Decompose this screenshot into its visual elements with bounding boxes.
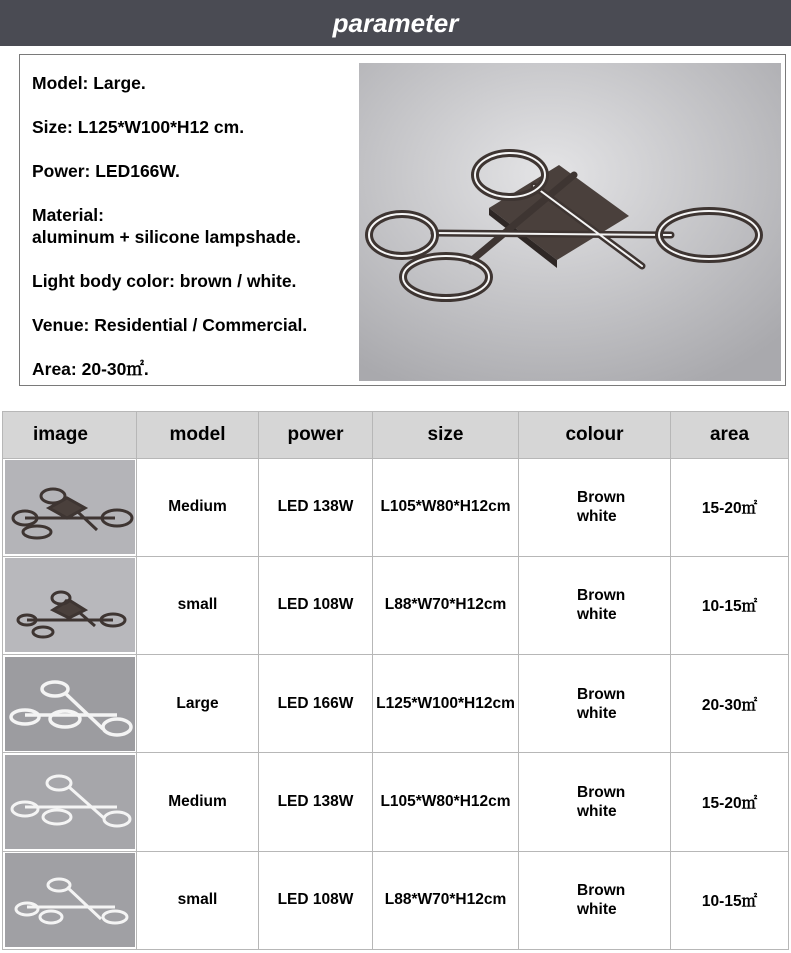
spec-size: Size: L125*W100*H12 cm. [32, 117, 245, 137]
header-size: size [373, 412, 519, 459]
banner-title: parameter [332, 8, 459, 38]
size-cell: L88*W70*H12cm [373, 851, 519, 949]
colour-white: white [577, 606, 617, 624]
image-cell [3, 655, 137, 753]
power-cell: LED 138W [259, 458, 373, 556]
colour-brown: Brown [577, 882, 626, 900]
colour-cell [519, 458, 671, 556]
colour-cell [519, 655, 671, 753]
colour-white: white [577, 704, 617, 722]
model-cell: small [137, 556, 259, 654]
model-cell: Medium [137, 458, 259, 556]
spec-power: Power: LED166W. [32, 161, 180, 181]
table-row [3, 851, 789, 949]
colour-white: white [577, 508, 617, 526]
header-area: area [671, 412, 789, 459]
table-row [3, 458, 789, 556]
spec-material-value: aluminum + silicone lampshade. [32, 227, 301, 247]
image-cell [3, 753, 137, 851]
table-header-row [3, 412, 789, 459]
colour-brown: Brown [577, 685, 626, 703]
area-cell: 10-15㎡ [671, 556, 789, 654]
image-cell [3, 556, 137, 654]
size-cell: L105*W80*H12cm [373, 458, 519, 556]
colour-brown: Brown [577, 489, 626, 507]
table-row [3, 655, 789, 753]
colour-white: white [577, 901, 617, 919]
size-cell: L125*W100*H12cm [373, 655, 519, 753]
header-power: power [259, 412, 373, 459]
area-cell: 15-20㎡ [671, 753, 789, 851]
lamp-thumbnail [5, 460, 135, 554]
model-table [2, 411, 789, 950]
image-cell [3, 458, 137, 556]
lamp-thumbnail [5, 558, 135, 652]
model-cell: Large [137, 655, 259, 753]
size-cell: L88*W70*H12cm [373, 556, 519, 654]
header-image: image [3, 412, 137, 459]
area-cell: 15-20㎡ [671, 458, 789, 556]
power-cell: LED 108W [259, 851, 373, 949]
area-cell: 20-30㎡ [671, 655, 789, 753]
spec-material-label: Material: [32, 205, 104, 225]
spec-body-color: Light body color: brown / white. [32, 271, 297, 291]
lamp-product-photo [359, 63, 781, 381]
lamp-thumbnail [5, 755, 135, 849]
colour-cell [519, 753, 671, 851]
spec-model: Model: Large. [32, 73, 146, 93]
header-model: model [137, 412, 259, 459]
power-cell: LED 166W [259, 655, 373, 753]
lamp-thumbnail [5, 853, 135, 947]
power-cell: LED 138W [259, 753, 373, 851]
image-cell [3, 851, 137, 949]
colour-brown: Brown [577, 784, 626, 802]
model-cell: Medium [137, 753, 259, 851]
header-colour: colour [519, 412, 671, 459]
lamp-thumbnail [5, 657, 135, 751]
spec-venue: Venue: Residential / Commercial. [32, 315, 308, 335]
spec-area: Area: 20-30㎡. [32, 359, 149, 379]
colour-cell [519, 851, 671, 949]
table-row [3, 753, 789, 851]
spec-panel [19, 54, 786, 386]
colour-cell [519, 556, 671, 654]
power-cell: LED 108W [259, 556, 373, 654]
colour-brown: Brown [577, 587, 626, 605]
size-cell: L105*W80*H12cm [373, 753, 519, 851]
area-cell: 10-15㎡ [671, 851, 789, 949]
colour-white: white [577, 803, 617, 821]
model-cell: small [137, 851, 259, 949]
table-row [3, 556, 789, 654]
